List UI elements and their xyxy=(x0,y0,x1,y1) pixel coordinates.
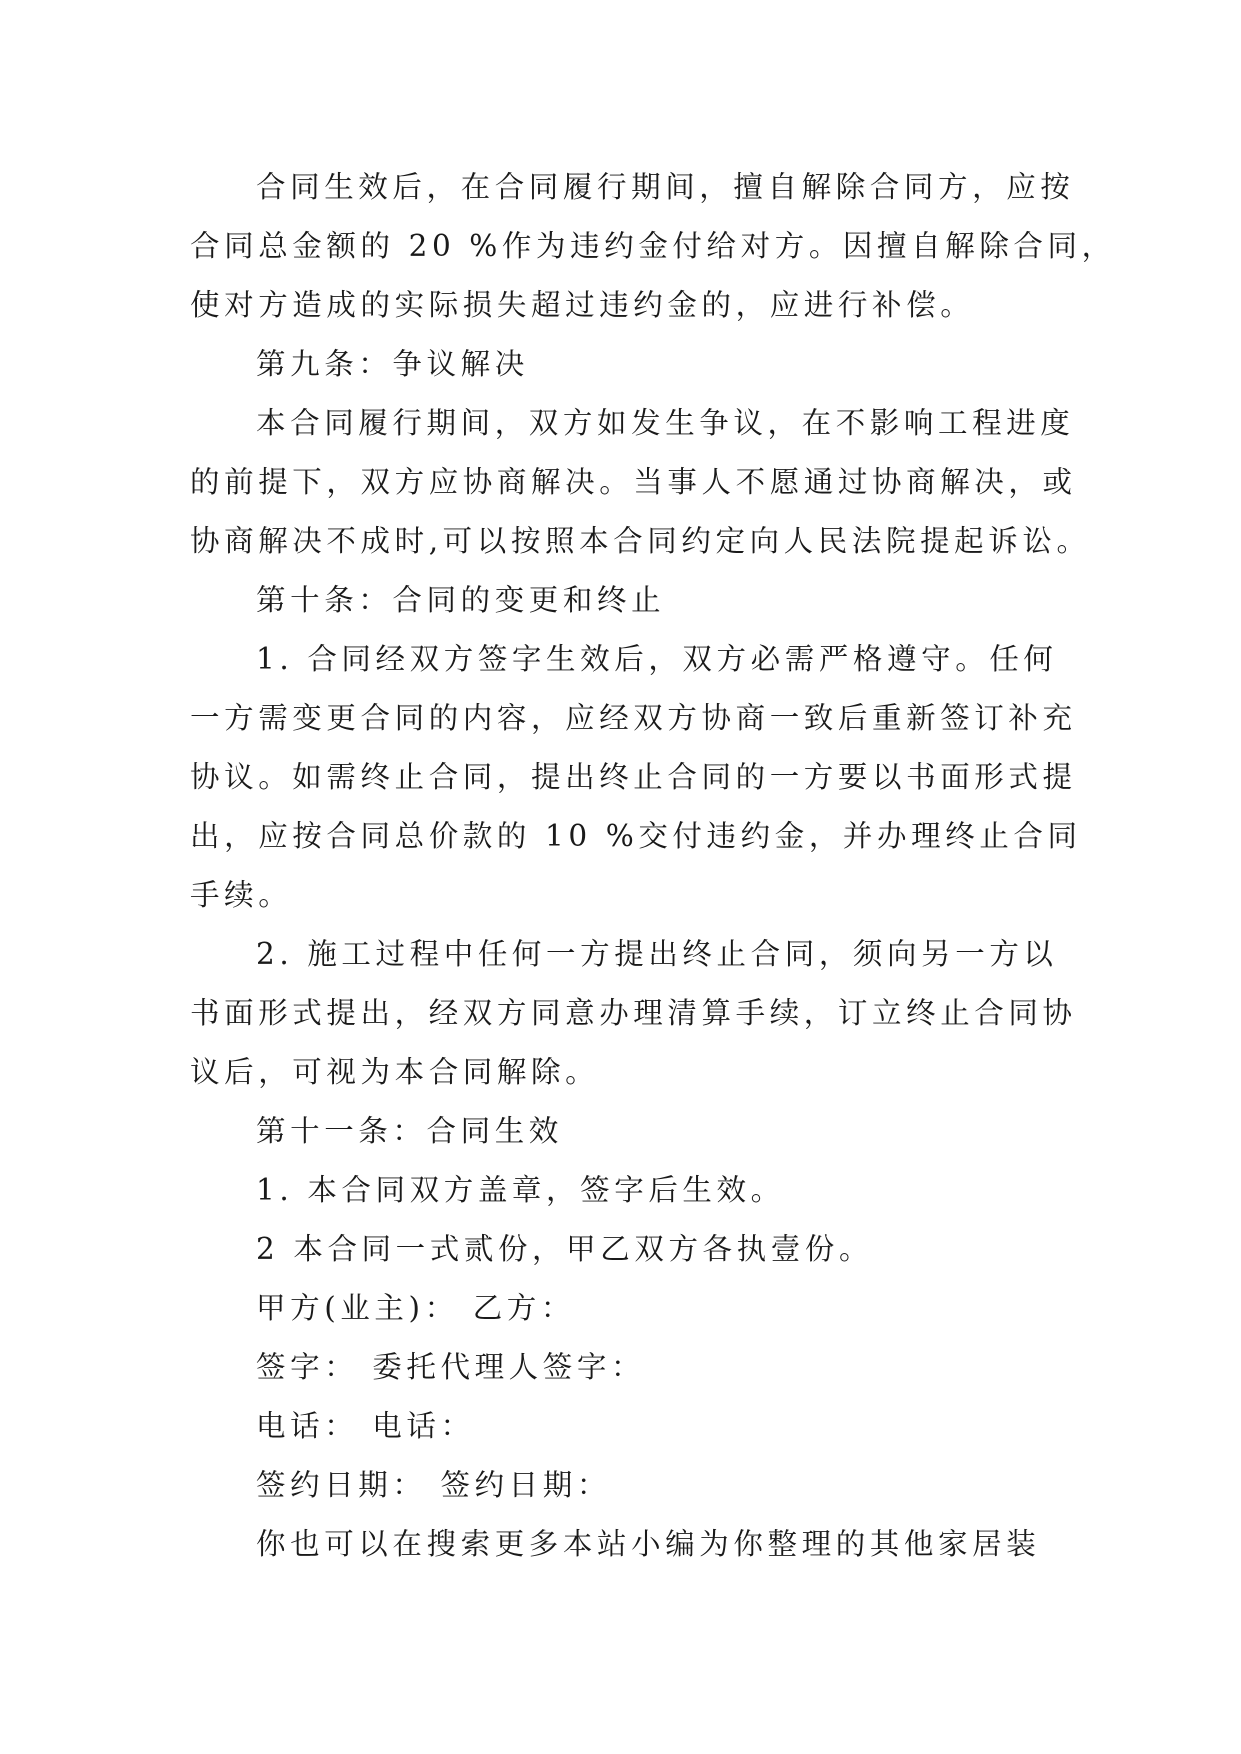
paragraph-line: 1. 本合同双方盖章，签字后生效。 xyxy=(256,1173,785,1207)
signature-date-line: 签约日期： 签约日期： xyxy=(256,1468,611,1502)
paragraph-line: 2. 施工过程中任何一方提出终止合同，须向另一方以 xyxy=(256,937,1058,971)
paragraph-line: 协议。如需终止合同，提出终止合同的一方要以书面形式提 xyxy=(190,760,1077,794)
paragraph-line: 一方需变更合同的内容，应经双方协商一致后重新签订补充 xyxy=(190,701,1077,735)
closing-note: 你也可以在搜索更多本站小编为你整理的其他家居装 xyxy=(256,1527,1041,1561)
signature-party-line: 甲方(业主)： 乙方： xyxy=(256,1291,575,1325)
paragraph-line: 出，应按合同总价款的 10 %交付违约金，并办理终止合同 xyxy=(190,819,1082,853)
paragraph-line: 合同总金额的 20 %作为违约金付给对方。因擅自解除合同， xyxy=(190,229,1116,263)
paragraph-line: 使对方造成的实际损失超过违约金的，应进行补偿。 xyxy=(190,288,975,322)
paragraph-line: 合同生效后，在合同履行期间，擅自解除合同方，应按 xyxy=(256,170,1075,204)
paragraph-line: 书面形式提出，经双方同意办理清算手续，订立终止合同协 xyxy=(190,996,1077,1030)
paragraph-line: 协商解决不成时,可以按照本合同约定向人民法院提起诉讼。 xyxy=(190,524,1091,558)
paragraph-line: 手续。 xyxy=(190,878,293,912)
signature-sign-line: 签字： 委托代理人签字： xyxy=(256,1350,646,1384)
section-heading-11: 第十一条：合同生效 xyxy=(256,1114,563,1148)
paragraph-line: 本合同履行期间，双方如发生争议，在不影响工程进度 xyxy=(256,406,1075,440)
paragraph-line: 议后，可视为本合同解除。 xyxy=(190,1055,600,1089)
contract-text xyxy=(190,158,1116,1574)
paragraph-line: 的前提下，双方应协商解决。当事人不愿通过协商解决，或 xyxy=(190,465,1077,499)
signature-phone-line: 电话： 电话： xyxy=(256,1409,475,1443)
section-heading-9: 第九条：争议解决 xyxy=(256,347,529,381)
paragraph-line: 2 本合同一式贰份，甲乙双方各执壹份。 xyxy=(256,1232,874,1266)
section-heading-10: 第十条：合同的变更和终止 xyxy=(256,583,666,617)
paragraph-line: 1. 合同经双方签字生效后，双方必需严格遵守。任何 xyxy=(256,642,1058,676)
